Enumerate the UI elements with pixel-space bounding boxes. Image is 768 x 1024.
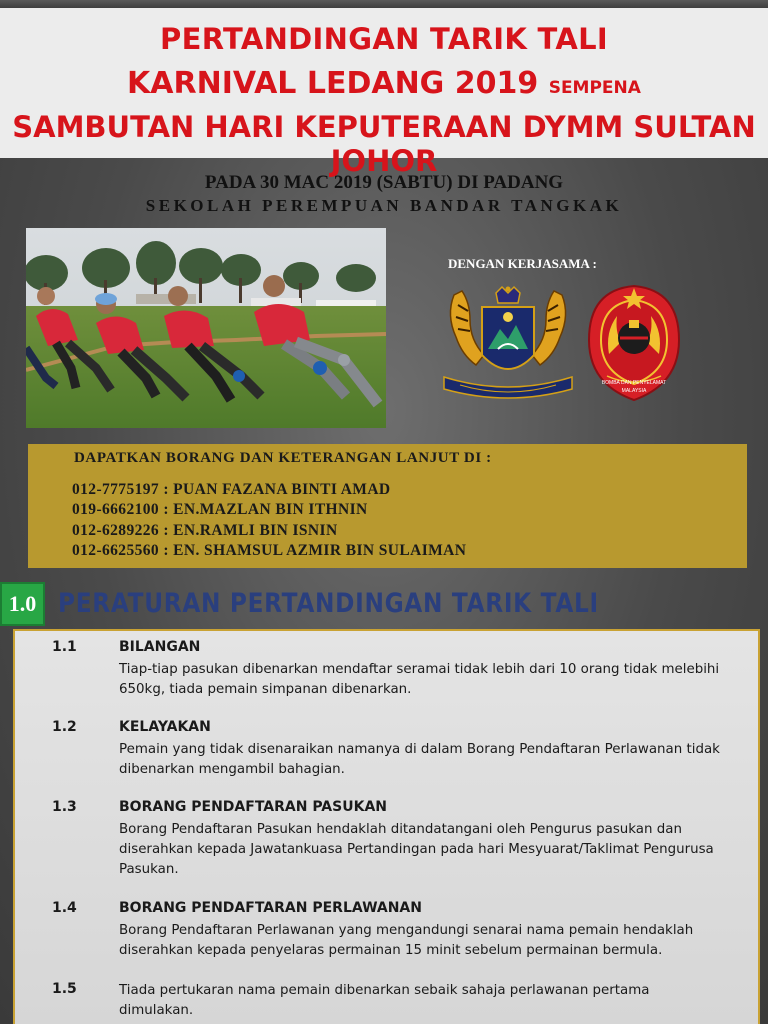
title-line-2-main: KARNIVAL LEDANG 2019	[127, 66, 539, 101]
venue-date: PADA 30 MAC 2019 (SABTU) DI PADANG	[204, 172, 564, 193]
rule-body	[119, 820, 753, 880]
title-line-1: PERTANDINGAN TARIK TALI	[160, 22, 608, 56]
bomba-logo	[587, 284, 681, 402]
bomba-logo-text: BOMBA DAN PENYELAMAT	[601, 380, 667, 386]
contact-row: 012-6289226 : EN.RAMLI BIN ISNIN	[72, 522, 338, 539]
rule-line: diserahkan kepada penyelaras permainan 15 minit sebelum permainan bermula.	[119, 943, 663, 958]
rule-line: 650kg, tiada pemain simpanan dibenarkan.	[119, 682, 412, 697]
rule-body	[119, 981, 753, 1021]
rule-heading: BILANGAN	[119, 639, 201, 655]
rule-number: 1.1	[52, 639, 77, 655]
venue-place: SEKOLAH PEREMPUAN BANDAR TANGKAK	[145, 196, 623, 215]
section-title: PERATURAN PERTANDINGAN TARIK TALI	[58, 588, 599, 619]
rule-number: 1.5	[52, 981, 77, 997]
rule-heading: KELAYAKAN	[119, 719, 211, 735]
rule-line: Borang Pendaftaran Pasukan hendaklah ditandatangani oleh Pengurus pasukan dan	[119, 822, 682, 837]
contact-row: 012-7775197 : PUAN FAZANA BINTI AMAD	[72, 481, 391, 498]
contact-row: 019-6662100 : EN.MAZLAN BIN ITHNIN	[72, 501, 368, 518]
rule-line: Borang Pendaftaran Perlawanan yang mengandungi senarai nama pemain hendaklah	[119, 923, 694, 938]
title-line-2	[0, 66, 768, 101]
rule-number: 1.3	[52, 799, 77, 815]
section-number-badge: 1.0	[0, 582, 45, 626]
rule-heading: BORANG PENDAFTARAN PASUKAN	[119, 799, 387, 815]
rule-heading: BORANG PENDAFTARAN PERLAWANAN	[119, 900, 422, 916]
rule-line: diserahkan kepada Jawatankuasa Pertandingan pada hari Mesyuarat/Taklimat Pengurusa	[119, 842, 714, 857]
collaboration-label: DENGAN KERJASAMA :	[448, 256, 597, 271]
rule-body	[119, 660, 753, 700]
contact-heading: DAPATKAN BORANG DAN KETERANGAN LANJUT DI :	[74, 450, 492, 466]
title-line-3: SAMBUTAN HARI KEPUTERAAN DYMM SULTAN JOHOR	[12, 110, 756, 178]
rule-line: Tiada pertukaran nama pemain dibenarkan sebaik sahaja perlawanan pertama	[119, 983, 650, 998]
rule-line: Tiap-tiap pasukan dibenarkan mendaftar seramai tidak lebih dari 10 orang tidak melebihi	[119, 662, 720, 677]
rule-line: Pasukan.	[119, 862, 179, 877]
contact-row: 012-6625560 : EN. SHAMSUL AZMIR BIN SULAIMAN	[72, 542, 467, 559]
rule-body	[119, 921, 753, 961]
rule-number: 1.2	[52, 719, 77, 735]
tug-of-war-photo	[26, 228, 386, 428]
bomba-logo-country: MALAYSIA	[621, 388, 647, 394]
title-band	[0, 8, 768, 178]
rule-line: Pemain yang tidak disenaraikan namanya di dalam Borang Pendaftaran Perlawanan tidak	[119, 742, 720, 757]
rule-line: dibenarkan mengambil bahagian.	[119, 762, 345, 777]
contact-box	[28, 444, 747, 568]
rule-body	[119, 740, 753, 780]
rule-line: dimulakan.	[119, 1003, 194, 1018]
title-line-2-small: SEMPENA	[548, 78, 641, 98]
majlis-daerah-crest-logo	[440, 285, 576, 405]
rule-number: 1.4	[52, 900, 77, 916]
top-strip	[0, 0, 768, 8]
rules-box	[13, 629, 760, 1024]
